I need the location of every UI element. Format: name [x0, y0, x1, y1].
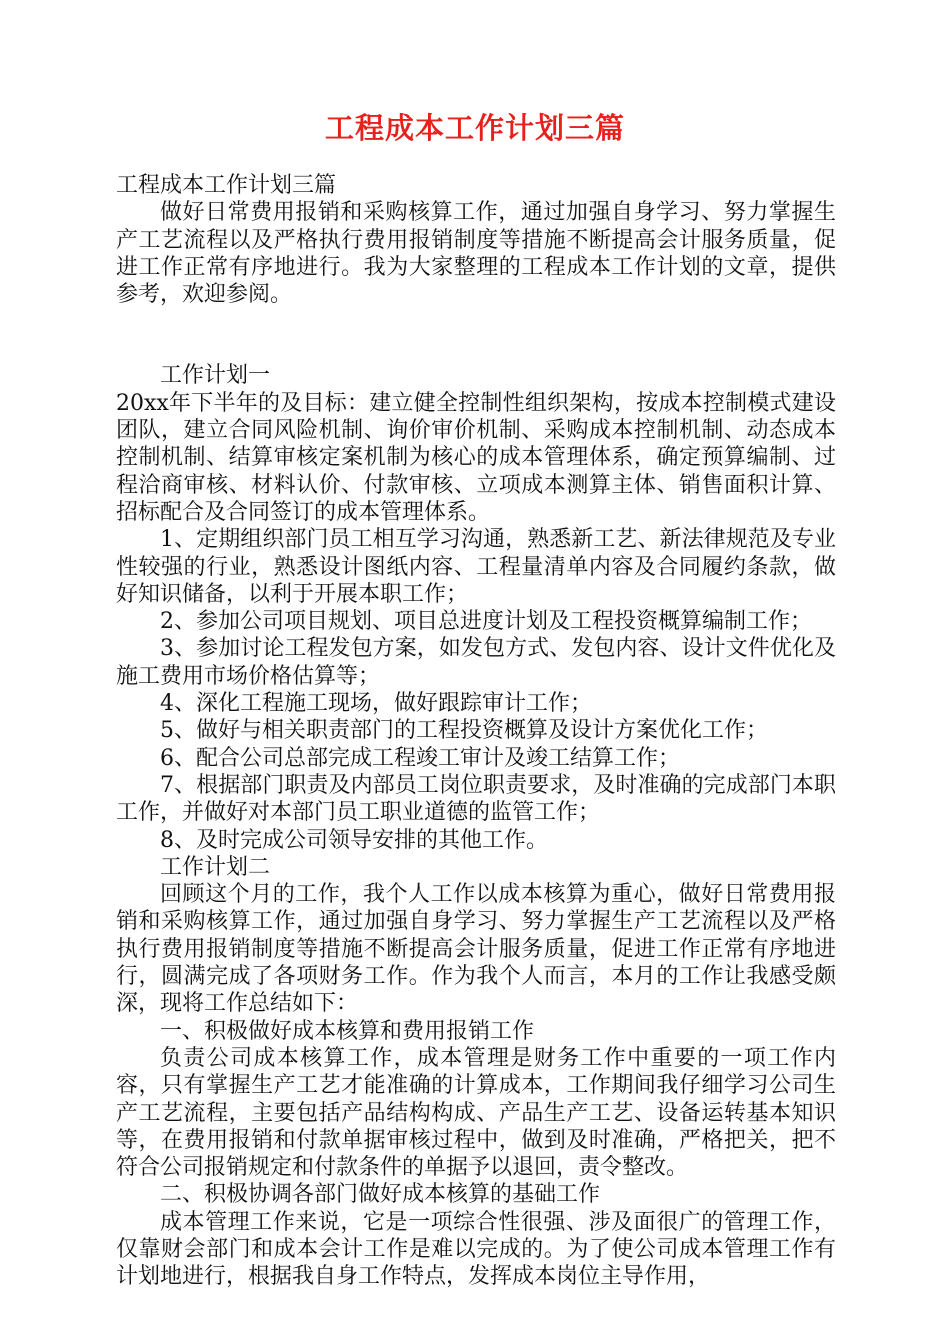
document-title: 工程成本工作计划三篇 [324, 111, 625, 145]
document-body [116, 172, 836, 1291]
section-heading-plan-1: 工作计划一 [160, 363, 271, 389]
plan-1-item-4: 4、深化工程施工现场，做好跟踪审计工作； [160, 691, 592, 717]
section-heading-plan-2: 工作计划二 [160, 854, 271, 880]
intro-paragraph: 做好日常费用报销和采购核算工作，通过加强自身学习、努力掌握生产工艺流程以及严格执行费用报销制度等措施不断提高会计服务质量，促进工作正常有序地进行。我为大家整理的工程成本工作计划的文章，提供参考，欢迎参阅。 [116, 200, 836, 308]
plan-2-paragraph-1: 负责公司成本核算工作，成本管理是财务工作中重要的一项工作内容，只有掌握生产工艺才能准确的计算成本，工作期间我仔细学习公司生产工艺流程，主要包括产品结构构成、产品生产工艺、设备运转基本知识等，在费用报销和付款单据审核过程中，做到及时准确，严格把关，把不符合公司报销规定和付款条件的单据予以退回，责令整改。 [116, 1045, 836, 1181]
plan-1-goals-paragraph: 20xx年下半年的及目标：建立健全控制性组织架构，按成本控制模式建设团队，建立合同风险机制、询价审价机制、采购成本控制机制、动态成本控制机制、结算审核定案机制为核心的成本管理体系，确定预算编制、过程洽商审核、材料认价、付款审核、立项成本测算主体、销售面积计算、招标配合及合同签订的成本管理体系。 [116, 390, 836, 525]
plan-2-subheading-1: 一、积极做好成本核算和费用报销工作 [160, 1018, 535, 1044]
plan-2-subheading-2: 二、积极协调各部门做好成本核算的基础工作 [160, 1182, 601, 1208]
plan-2-paragraph-2: 成本管理工作来说，它是一项综合性很强、涉及面很广的管理工作，仅靠财会部门和成本会计工作是难以完成的。为了使公司成本管理工作有计划地进行，根据我自身工作特点，发挥成本岗位主导作用， [116, 1209, 836, 1290]
plan-1-item-5: 5、做好与相关职责部门的工程投资概算及设计方案优化工作； [160, 718, 768, 744]
plan-1-item-2: 2、参加公司项目规划、项目总进度计划及工程投资概算编制工作； [160, 609, 812, 635]
subtitle-line: 工程成本工作计划三篇 [116, 173, 337, 198]
plan-1-item-6: 6、配合公司总部完成工程竣工审计及竣工结算工作； [160, 745, 680, 771]
plan-1-item-1: 1、定期组织部门员工相互学习沟通，熟悉新工艺、新法律规范及专业性较强的行业，熟悉设计图纸内容、工程量清单内容及合同履约条款，做好知识储备，以利于开展本职工作； [116, 527, 836, 607]
plan-1-item-7: 7、根据部门职责及内部员工岗位职责要求，及时准确的完成部门本职工作，并做好对本部门员工职业道德的监管工作； [116, 772, 836, 826]
plan-1-item-3: 3、参加讨论工程发包方案，如发包方式、发包内容、设计文件优化及施工费用市场价格估算等； [116, 636, 836, 689]
plan-2-review-paragraph: 回顾这个月的工作，我个人工作以成本核算为重心，做好日常费用报销和采购核算工作，通过加强自身学习、努力掌握生产工艺流程以及严格执行费用报销制度等措施不断提高会计服务质量，促进工作正常有序地进行，圆满完成了各项财务工作。作为我个人而言，本月的工作让我感受颇深，现将工作总结如下： [116, 882, 836, 1017]
paragraph-spacer [116, 308, 836, 362]
plan-1-item-8: 8、及时完成公司领导安排的其他工作。 [160, 827, 548, 853]
